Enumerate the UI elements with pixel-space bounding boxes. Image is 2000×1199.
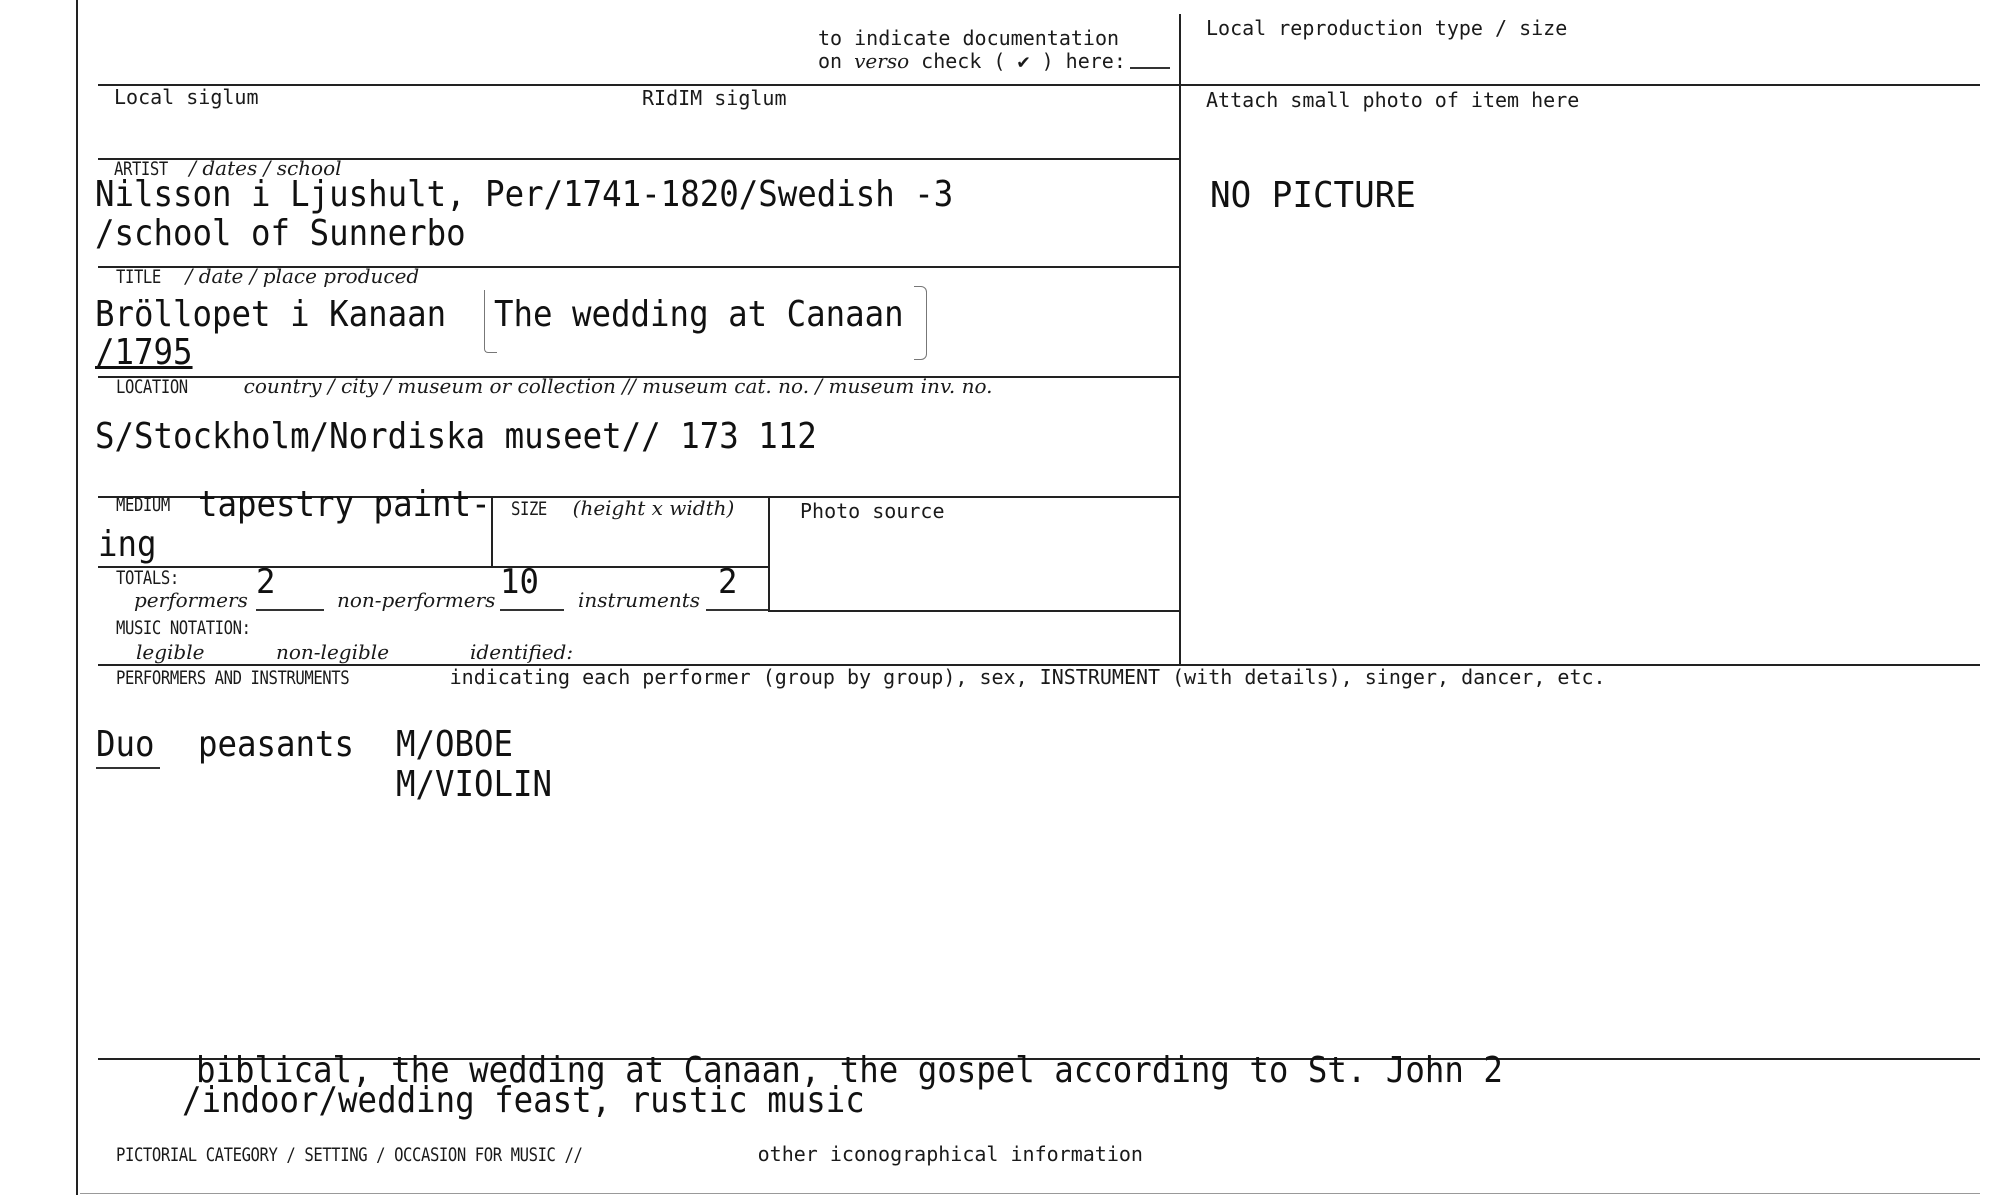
- artist-line1: Nilsson i Ljushult, Per/1741-1820/Swedish -3: [95, 174, 954, 215]
- medium-value-line1: tapestry paint-: [198, 484, 491, 525]
- size-label-row: [511, 496, 734, 520]
- performers-label: PERFORMERS AND INSTRUMENTS: [116, 667, 350, 689]
- size-label: SIZE: [511, 498, 547, 520]
- performer-group: Duo: [96, 724, 155, 765]
- location-label: LOCATION: [116, 376, 188, 398]
- title-line1-translation: The wedding at Canaan: [494, 294, 904, 335]
- title-label-rest: / date / place produced: [185, 264, 420, 288]
- notation-label: MUSIC NOTATION:: [116, 617, 251, 639]
- performers-line: [256, 609, 324, 611]
- photo-source-label: Photo source: [800, 499, 945, 523]
- medium-value-line2: ing: [98, 524, 157, 565]
- performer-who: peasants: [198, 724, 355, 765]
- category-label-row: [116, 1142, 1143, 1166]
- local-siglum-label: Local siglum: [114, 85, 259, 109]
- category-label-caps: PICTORIAL CATEGORY / SETTING / OCCASION FOR MUSIC //: [116, 1144, 583, 1166]
- performer-inst2: M/VIOLIN: [396, 764, 553, 805]
- translation-left-bracket: [484, 290, 497, 353]
- title-label-row: [116, 264, 419, 288]
- totals-rule: [768, 610, 1179, 612]
- title-label: TITLE: [116, 266, 161, 288]
- artist-label-rest: / dates / school: [189, 156, 342, 180]
- totals-label: TOTALS:: [116, 567, 179, 589]
- notation-identified: identified:: [470, 640, 574, 664]
- verso-note-pre: on: [818, 49, 855, 73]
- non-performers-label: non-performers: [337, 588, 496, 612]
- right-column-divider: [1179, 14, 1181, 664]
- location-label-rest: country / city / museum or collection // museum cat. no. / museum inv. no.: [243, 374, 993, 398]
- location-value: S/Stockholm/Nordiska museet// 173 112: [95, 416, 817, 457]
- card-left-edge: [76, 0, 78, 1195]
- instruments-line: [706, 609, 768, 611]
- verso-check-line[interactable]: [1130, 67, 1170, 69]
- size-right-divider: [768, 496, 770, 610]
- translation-right-bracket: [914, 286, 927, 360]
- notation-non-legible: non-legible: [276, 640, 390, 664]
- title-line2: /1795: [95, 332, 193, 373]
- category-label-rest: other iconographical information: [757, 1142, 1143, 1166]
- verso-note-line1: to indicate documentation: [818, 26, 1120, 50]
- title-line1-original: Bröllopet i Kanaan: [95, 294, 447, 335]
- photo-label: Attach small photo of item here: [1206, 88, 1580, 112]
- artist-label: ARTIST: [114, 158, 168, 180]
- size-label-rest: (height x width): [572, 496, 735, 520]
- artist-line2: /school of Sunnerbo: [95, 213, 466, 254]
- instruments-label: instruments: [578, 588, 701, 612]
- card-bottom-edge: [80, 1193, 1980, 1194]
- medium-label: MEDIUM: [116, 494, 170, 516]
- category-line1: biblical, the wedding at Canaan, the gospel according to St. John 2: [196, 1050, 1503, 1091]
- performers-label: performers: [134, 588, 248, 612]
- size-left-divider: [491, 496, 493, 568]
- performer-group-underline: [96, 767, 160, 769]
- instruments-value: 2: [718, 562, 738, 602]
- photo-placeholder-text: NO PICTURE: [1210, 175, 1416, 216]
- verso-note-post: check ( ✔ ) here:: [909, 49, 1126, 73]
- performers-label-row: [116, 665, 1606, 689]
- non-performers-value: 10: [500, 562, 539, 602]
- medium-bottom-rule: [98, 566, 768, 568]
- verso-note-line2: [818, 49, 1126, 73]
- repro-label: Local reproduction type / size: [1206, 16, 1568, 40]
- notation-legible: legible: [136, 640, 205, 664]
- siglum-rule: [98, 84, 1980, 86]
- ridim-siglum-label: RIdIM siglum: [642, 86, 787, 110]
- verso-note-italic: verso: [854, 49, 910, 73]
- performers-value: 2: [256, 562, 276, 602]
- non-performers-line: [500, 609, 564, 611]
- location-label-row: [116, 374, 993, 398]
- performer-inst1: M/OBOE: [396, 724, 514, 765]
- performers-label-rest: indicating each performer (group by group), sex, INSTRUMENT (with details), singer, dancer, etc.: [449, 665, 1606, 689]
- category-line2: /indoor/wedding feast, rustic music: [182, 1080, 865, 1121]
